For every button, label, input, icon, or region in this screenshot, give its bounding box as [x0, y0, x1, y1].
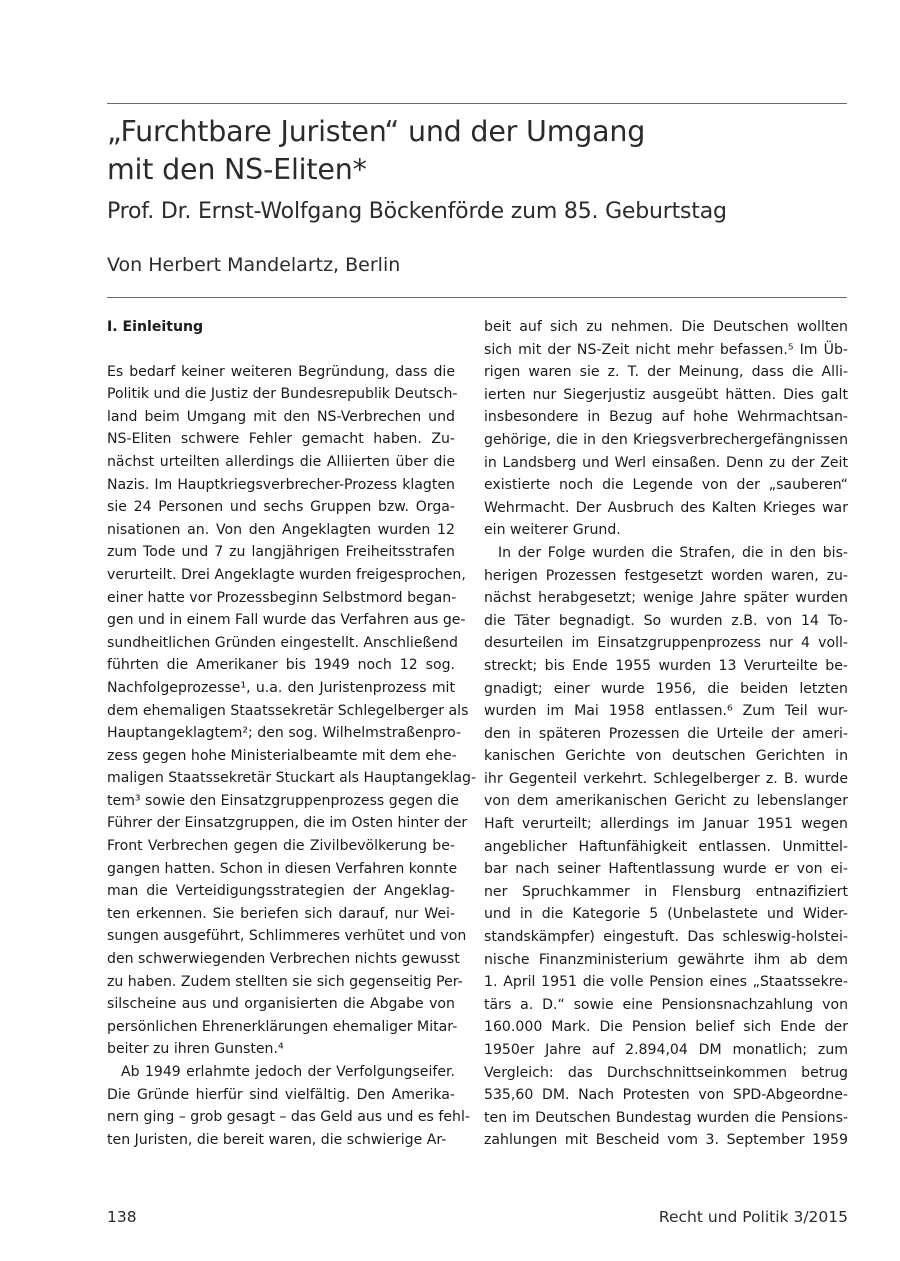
text-line: insbesondere in Bezug auf hohe Wehrmachtsan-	[484, 409, 848, 426]
journal-issue: Recht und Politik 3/2015	[658, 1208, 848, 1226]
text-line: tem³ sowie den Einsatzgruppenprozess gegen die	[107, 792, 459, 809]
text-line: standskämpfer) eingestuft. Das schleswig-holstei-	[484, 929, 848, 946]
text-line: Hauptangeklagtem²; den sog. Wilhelmstraßenpro-	[107, 725, 462, 742]
text-line: land beim Umgang mit den NS-Verbrechen und	[107, 408, 455, 425]
text-line: gen und in einem Fall wurde das Verfahren aus ge-	[107, 612, 466, 629]
text-line: Es bedarf keiner weiteren Begründung, dass die	[107, 363, 455, 380]
text-line: Politik und die Justiz der Bundesrepublik Deutsch-	[107, 386, 458, 403]
text-line: bar nach seiner Haftentlassung wurde er von ei-	[484, 861, 848, 878]
text-line: gangen hatten. Schon in diesen Verfahren konnte	[107, 860, 458, 877]
text-line: den schwerwiegenden Verbrechen nichts gewusst	[107, 951, 460, 968]
text-line: gnadigt; einer wurde 1956, die beiden letzten	[484, 680, 848, 697]
text-line: Haft verurteilt; allerdings im Januar 1951 wegen	[484, 816, 848, 833]
text-line: persönlichen Ehrenerklärungen ehemaliger Mitar-	[107, 1018, 458, 1035]
text-line: verurteilt. Drei Angeklagte wurden freigesprochen,	[107, 566, 466, 583]
text-line: In der Folge wurden die Strafen, die in den bis-	[498, 544, 848, 561]
text-line: NS-Eliten schwere Fehler gemacht haben. Zu-	[107, 431, 455, 448]
text-line: sungen ausgeführt, Schlimmeres verhütet und von	[107, 928, 467, 945]
text-line: und in die Kategorie 5 (Unbelastete und Wider-	[484, 906, 848, 923]
text-line: Führer der Einsatzgruppen, die im Osten hinter der	[107, 815, 468, 832]
text-line: in Landsberg und Werl einsaßen. Denn zu der Zeit	[484, 454, 848, 471]
text-line: 1. April 1951 die volle Pension eines „Staatssekre-	[484, 974, 848, 991]
text-line: sundheitlichen Gründen eingestellt. Anschließend	[107, 634, 458, 651]
text-line: silscheine aus und organisierten die Abgabe von	[107, 996, 455, 1013]
text-line: 1950er Jahre auf 2.894,04 DM monatlich; zum	[484, 1042, 848, 1058]
text-line: ten im Deutschen Bundestag wurden die Pensions-	[484, 1109, 848, 1126]
text-line: ner Spruchkammer in Flensburg entnazifiziert	[484, 883, 848, 900]
text-line: den in späteren Prozessen die Urteile der ameri-	[484, 725, 848, 742]
text-line: Nachfolgeprozesse¹, u.a. den Juristenprozess mit	[107, 679, 455, 696]
text-line: herigen Prozessen festgesetzt worden waren, zu-	[484, 567, 848, 584]
text-line: die Täter begnadigt. So wurden z.B. von 14 To-	[484, 612, 848, 629]
left-column-text	[107, 361, 477, 1152]
text-line: ihr Gegenteil verkehrt. Schlegelberger z. B. wurde	[484, 770, 848, 787]
text-line: ten Juristen, die bereit waren, die schwierige Ar-	[107, 1131, 447, 1148]
text-line: Vergleich: das Durchschnittseinkommen betrug	[484, 1064, 848, 1081]
text-line: nisationen an. Von den Angeklagten wurden 12	[107, 521, 455, 538]
text-line: zu haben. Zudem stellten sie sich gegenseitig Per-	[107, 973, 463, 990]
text-line: 535,60 DM. Nach Protesten von SPD-Abgeordne-	[484, 1087, 848, 1104]
text-line: tärs a. D.“ sowie eine Pensionsnachzahlung von	[484, 996, 848, 1013]
page-number: 138	[107, 1208, 137, 1226]
text-line: gehörige, die in den Kriegsverbrechergefängnissen	[484, 431, 848, 448]
text-line: zess gegen hohe Ministerialbeamte mit dem ehe-	[107, 747, 457, 764]
text-line: rigen waren sie z. T. der Meinung, dass die Alli-	[484, 364, 848, 381]
text-line: maligen Staatssekretär Stuckart als Hauptangeklag-	[107, 770, 477, 787]
text-line: ierten nur Siegerjustiz ausgeübt hätten. Dies galt	[484, 386, 848, 403]
text-line: zahlungen mit Bescheid vom 3. September 1959	[484, 1132, 848, 1149]
right-column-text	[484, 316, 848, 1152]
text-line: beiter zu ihren Gunsten.⁴	[107, 1041, 284, 1058]
article-title	[107, 113, 847, 189]
text-line: existierte noch die Legende von der „sauberen“	[484, 477, 848, 494]
text-line: desurteilen im Einsatzgruppenprozess nur 4 voll-	[484, 635, 848, 652]
text-line: nächst urteilten allerdings die Alliierten über die	[107, 453, 455, 470]
text-line: Ab 1949 erlahmte jedoch der Verfolgungseifer.	[121, 1064, 455, 1080]
text-line: nern ging – grob gesagt – das Geld aus und es fehl-	[107, 1109, 470, 1126]
left-column	[107, 316, 477, 1151]
text-line: führten die Amerikaner bis 1949 noch 12 sog.	[107, 657, 455, 674]
text-line: sich mit der NS-Zeit nicht mehr befassen.⁵ Im Üb-	[484, 341, 848, 358]
section-heading: I. Einleitung	[107, 319, 204, 335]
right-column	[484, 316, 848, 1152]
text-line: streckt; bis Ende 1955 wurden 13 Verurteilte be-	[484, 657, 848, 674]
text-line: nische Finanzministerium gewährte ihm ab dem	[484, 951, 848, 968]
text-line: angeblicher Haftunfähigkeit entlassen. Unmittel-	[484, 838, 848, 855]
header-rule	[107, 297, 847, 298]
text-line: nächst herabgesetzt; wenige Jahre später wurden	[484, 590, 848, 607]
text-line: zum Tode und 7 zu langjährigen Freiheitsstrafen	[107, 544, 455, 561]
article-author: Von Herbert Mandelartz, Berlin	[107, 254, 401, 276]
text-line: Nazis. Im Hauptkriegsverbrecher-Prozess klagten	[107, 476, 455, 493]
article-subtitle: Prof. Dr. Ernst-Wolfgang Böckenförde zum 85. Geburtstag	[107, 199, 727, 224]
text-line: 160.000 Mark. Die Pension belief sich Ende der	[484, 1019, 848, 1036]
text-line: beit auf sich zu nehmen. Die Deutschen wollten	[484, 319, 848, 335]
text-line: Wehrmacht. Der Ausbruch des Kalten Krieges war	[484, 499, 848, 516]
text-line: ein weiterer Grund.	[484, 522, 621, 539]
title-line-2: mit den NS-Eliten*	[107, 153, 367, 186]
title-line-1: „Furchtbare Juristen“ und der Umgang	[107, 115, 646, 148]
text-line: Die Gründe hierfür sind vielfältig. Den Amerika-	[107, 1086, 455, 1103]
text-line: kanischen Gerichte von deutschen Gerichten in	[484, 748, 848, 765]
text-line: wurden im Mai 1958 entlassen.⁶ Zum Teil wur-	[484, 703, 848, 720]
text-line: Front Verbrechen gegen die Zivilbevölkerung be-	[107, 838, 455, 855]
text-line: ten erkennen. Sie beriefen sich darauf, nur Wei-	[107, 905, 455, 922]
text-line: sie 24 Personen und sechs Gruppen bzw. Orga-	[107, 499, 455, 516]
text-line: man die Verteidigungsstrategien der Angeklag-	[107, 883, 455, 900]
text-line: einer hatte vor Prozessbeginn Selbstmord began-	[107, 589, 457, 606]
top-rule	[107, 103, 847, 104]
text-line: von dem amerikanischen Gericht zu lebenslanger	[484, 793, 848, 810]
text-line: dem ehemaligen Staatssekretär Schlegelberger als	[107, 702, 469, 719]
